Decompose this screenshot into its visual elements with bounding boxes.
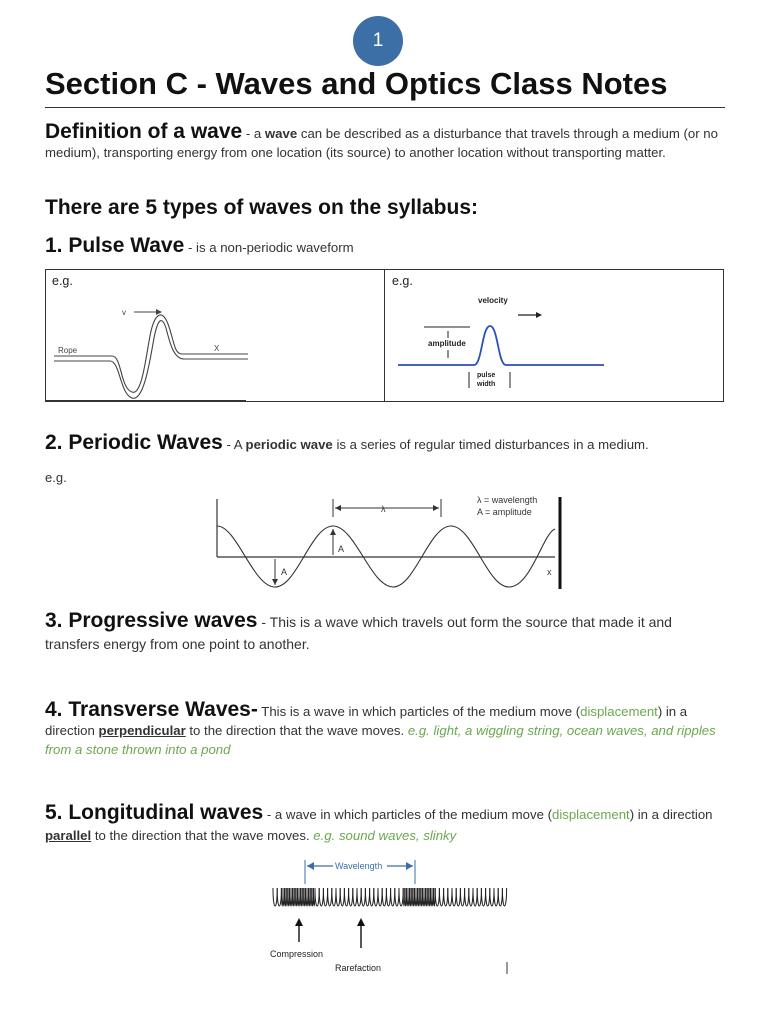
longitudinal-t5: to the direction that the wave moves.: [91, 828, 314, 843]
coil-loop: [460, 888, 464, 906]
pulse-wave-title: 1. Pulse Wave: [45, 234, 185, 257]
coil-loop: [357, 888, 361, 906]
pulse-amplitude-diagram: [396, 290, 616, 395]
coil-loop: [439, 888, 443, 906]
coil-loop: [486, 888, 490, 906]
coil-loop: [378, 888, 382, 906]
title-underline: [45, 107, 725, 108]
wavelength-label: Wavelength: [335, 861, 383, 871]
coil-loop: [328, 888, 332, 906]
coil-loop: [494, 888, 498, 906]
coil-loop: [365, 888, 369, 906]
coil-loop: [382, 888, 386, 906]
coil-loop: [465, 888, 469, 906]
coil-loop: [340, 888, 344, 906]
periodic-bold: periodic wave: [245, 437, 333, 452]
transverse-t1: This is a wave in which particles of the medium move (: [257, 704, 581, 719]
periodic-heading: [45, 431, 649, 455]
transverse-paragraph: [45, 700, 725, 759]
transverse-t3: ) in a direction: [45, 704, 688, 738]
longitudinal-displacement: displacement: [551, 807, 630, 822]
transverse-displacement: displacement: [580, 704, 658, 719]
periodic-wave-diagram: [205, 493, 567, 593]
coil-loop: [395, 888, 399, 906]
longitudinal-heading: 5. Longitudinal waves: [45, 801, 264, 824]
longitudinal-examples: e.g. sound waves, slinky: [313, 828, 457, 843]
compression-label: Compression: [270, 949, 324, 959]
pulse-label: pulse: [477, 372, 496, 379]
coil-loop: [481, 888, 485, 906]
rope-pulse-diagram: [50, 296, 250, 402]
coil-loop: [456, 888, 460, 906]
coil-loop: [490, 888, 494, 906]
coil-loop: [469, 888, 473, 906]
left-cell-baseline: [46, 400, 246, 401]
table-divider: [384, 270, 385, 401]
coil-loop: [386, 888, 390, 906]
pulse-wave-heading: [45, 234, 354, 258]
rarefaction-label: Rarefaction: [335, 963, 382, 973]
coil-loop: [473, 888, 477, 906]
progressive-desc: - This is a wave which travels out form the source that made it and transfers energy from one point to another.: [45, 614, 672, 652]
transverse-examples: e.g. light, a wiggling string, ocean waves, and ripples from a stone thrown into a pond: [45, 723, 716, 757]
x-axis-label: x: [547, 567, 552, 577]
eg-label-left: e.g.: [52, 274, 73, 288]
width-label: width: [477, 381, 496, 388]
pulse-wave-desc: - is a non-periodic waveform: [184, 240, 354, 255]
progressive-heading: 3. Progressive waves: [45, 609, 258, 632]
legend-wavelength: λ = wavelength: [477, 495, 538, 505]
coil-loop: [273, 888, 277, 906]
types-heading: There are 5 types of waves on the syllabus:: [45, 196, 478, 219]
progressive-paragraph: [45, 610, 725, 655]
coil-loop: [399, 888, 403, 906]
longitudinal-paragraph: [45, 802, 725, 846]
rope-v-label: v: [122, 308, 126, 317]
periodic-desc-pre: - A: [222, 437, 246, 452]
coil-loop: [435, 888, 439, 906]
coil-loop: [370, 888, 374, 906]
definition-heading: Definition of a wave: [45, 120, 243, 143]
definition-wave-word: wave: [264, 126, 298, 141]
periodic-eg-label: e.g.: [45, 470, 67, 485]
lambda-label: λ: [381, 504, 386, 514]
page-title: Section C - Waves and Optics Class Notes: [45, 66, 668, 101]
amplitude-label: amplitude: [428, 339, 466, 348]
transverse-heading: 4. Transverse Waves-: [45, 698, 258, 721]
coil-loop: [277, 888, 281, 906]
coil-loop: [349, 888, 353, 906]
coil-loop: [361, 888, 365, 906]
coil-loop: [336, 888, 340, 906]
transverse-perpendicular: perpendicular: [98, 723, 186, 738]
amplitude-down-label: A: [281, 567, 288, 577]
rope-x-label: X: [214, 344, 220, 353]
coil-loop: [477, 888, 481, 906]
longitudinal-t3: ) in a direction: [629, 807, 713, 822]
coil-loop: [452, 888, 456, 906]
legend-amplitude: A = amplitude: [477, 507, 532, 517]
eg-label-right: e.g.: [392, 274, 413, 288]
coil-loop: [323, 888, 327, 906]
periodic-desc-post: is a series of regular timed disturbances in a medium.: [332, 437, 649, 452]
longitudinal-t1: - a wave in which particles of the medium move (: [263, 807, 552, 822]
transverse-t5: to the direction that the wave moves.: [185, 723, 408, 738]
amplitude-up-label: A: [338, 544, 345, 554]
longitudinal-parallel: parallel: [45, 828, 92, 843]
coil-loop: [448, 888, 452, 906]
coil-loop: [332, 888, 336, 906]
periodic-title: 2. Periodic Waves: [45, 431, 223, 454]
coil-loop: [374, 888, 378, 906]
coil-loop: [498, 888, 502, 906]
coil-loop: [502, 888, 506, 906]
definition-paragraph: [45, 122, 725, 162]
definition-text-post: can be described as a disturbance that travels through a medium (or no medium), transporting energy from one location (its source) to another location without transporting matter.: [45, 126, 718, 160]
rope-label: Rope: [58, 346, 78, 355]
coil-loop: [315, 888, 319, 906]
coil-loop: [444, 888, 448, 906]
pulse-examples-table: [45, 269, 724, 402]
coil-loop: [319, 888, 323, 906]
coil-loop: [391, 888, 395, 906]
coil-loop: [353, 888, 357, 906]
longitudinal-wave-diagram: [265, 852, 515, 978]
velocity-label: velocity: [478, 296, 508, 305]
definition-text-pre: - a: [242, 126, 265, 141]
coil-loop: [344, 888, 348, 906]
page-number-badge: 1: [353, 16, 403, 66]
